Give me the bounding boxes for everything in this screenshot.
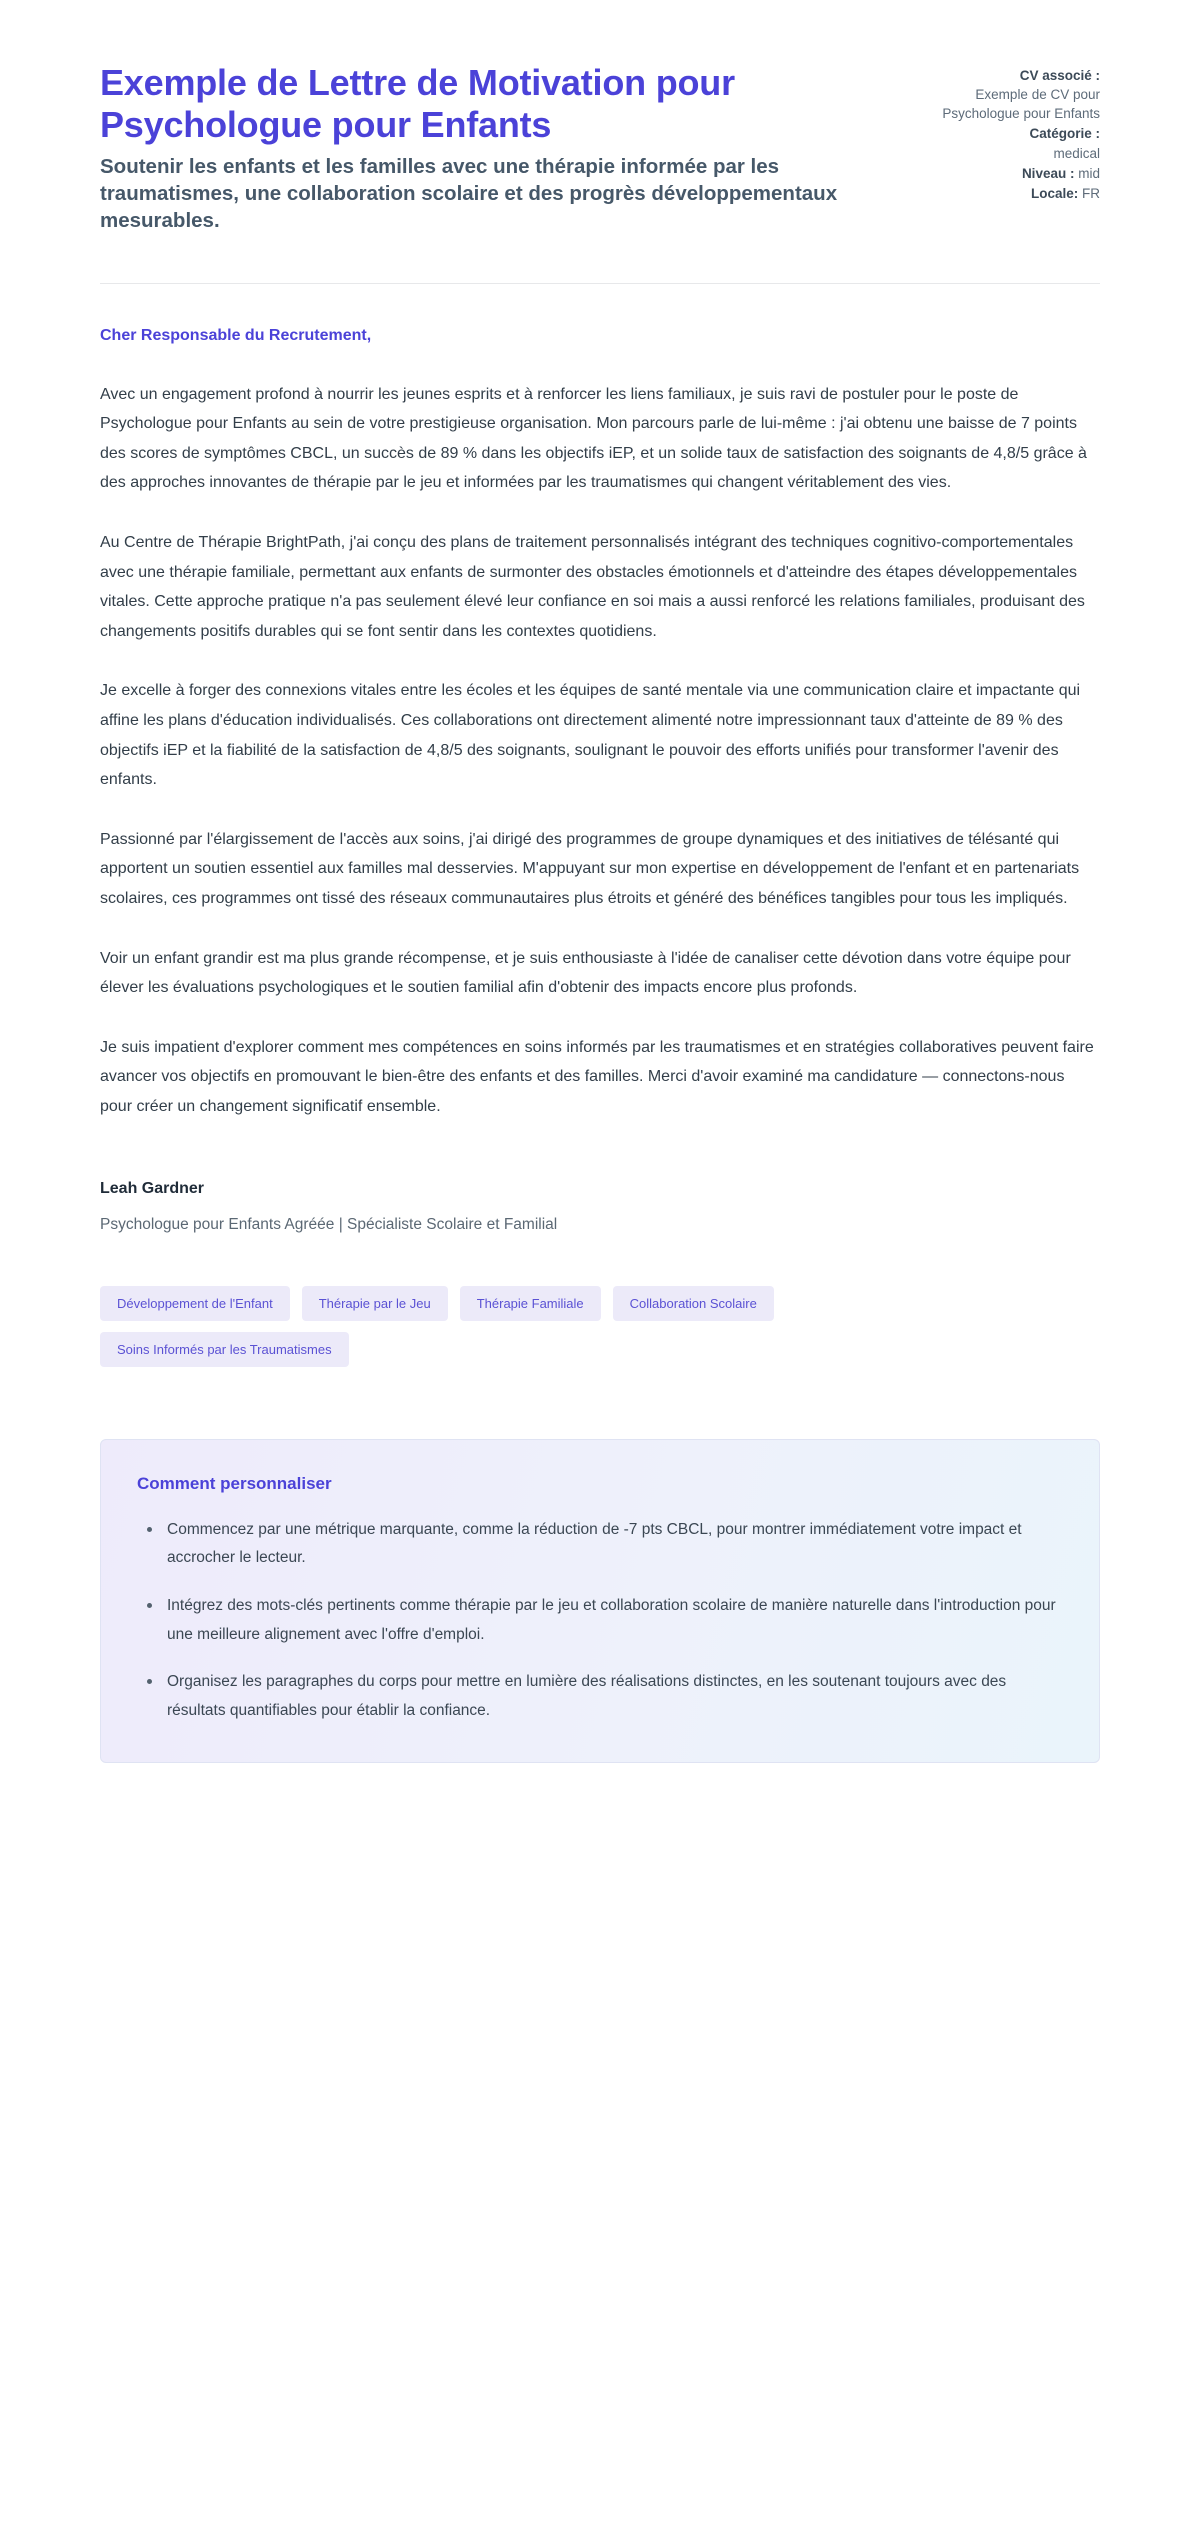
- letter-paragraph: Avec un engagement profond à nourrir les jeunes esprits et à renforcer les liens familiaux, je suis ravi de postuler pour le poste de Psychologue pour Enfants au sein de votre prestigieuse organisation. Mon parcours parle de lui-même : j'ai obtenu une baisse de 7 points des scores de symptômes CBCL, un succès de 89 % dans les objectifs iEP, et un solide taux de satisfaction des soignants de 4,8/5 grâce à des approches innovantes de thérapie par le jeu et informées par les traumatismes qui changent véritablement des vies.: [100, 385, 1087, 492]
- meta-category: [930, 124, 1100, 162]
- signature-role: Psychologue pour Enfants Agréée | Spécialiste Scolaire et Familial: [100, 1215, 558, 1233]
- meta-locale: [930, 184, 1100, 203]
- meta-level: [930, 164, 1100, 183]
- skill-tag[interactable]: Collaboration Scolaire: [613, 1286, 774, 1321]
- meta-level-label: Niveau :: [1021, 165, 1075, 181]
- letter-salutation: Cher Responsable du Recrutement,: [100, 326, 372, 344]
- meta-related-cv: [930, 66, 1100, 123]
- skill-tag[interactable]: Thérapie Familiale: [460, 1286, 601, 1321]
- letter-paragraph: Je suis impatient d'explorer comment mes compétences en soins informés par les traumatismes et en stratégies collaboratives peuvent faire avancer vos objectifs en promouvant le bien-être des enfants et des familles. Merci d'avoir examiné ma candidature — connectons-nous pour créer un changement significatif ensemble.: [100, 1038, 1094, 1115]
- signature-block: [100, 1180, 1100, 1234]
- letter-body: [100, 284, 1100, 1234]
- meta-level-value: mid: [1078, 165, 1100, 181]
- meta-category-label: Catégorie :: [1029, 126, 1100, 142]
- signature-name: Leah Gardner: [100, 1179, 205, 1197]
- letter-paragraph: Je excelle à forger des connexions vitales entre les écoles et les équipes de santé mentale via une communication claire et impactante qui affine les plans d'éducation individualisés. Ces collaborations ont directement alimenté notre impressionnant taux d'atteinte de 89 % des objectifs iEP et la fiabilité de la satisfaction de 4,8/5 des soignants, soulignant le pouvoir des efforts unifiés pour transformer l'avenir des enfants.: [100, 682, 1081, 789]
- document-metadata: [930, 62, 1100, 204]
- callout-tip-item: Intégrez des mots-clés pertinents comme thérapie par le jeu et collaboration scolaire de manière naturelle dans l'introduction pour une meilleure alignement avec l'offre d'emploi.: [163, 1592, 1063, 1649]
- meta-related-cv-value: Exemple de CV pour Psychologue pour Enfants: [942, 87, 1100, 122]
- callout-tip-list: [137, 1516, 1063, 1726]
- skill-tag-list: [100, 1286, 1030, 1367]
- meta-category-value: medical: [1053, 145, 1100, 161]
- callout-title: Comment personnaliser: [137, 1473, 332, 1493]
- meta-related-cv-label: CV associé :: [1019, 68, 1100, 83]
- meta-locale-value: FR: [1082, 185, 1100, 201]
- callout-tip-item: Commencez par une métrique marquante, comme la réduction de -7 pts CBCL, pour montrer immédiatement votre impact et accrocher le lecteur.: [163, 1516, 1063, 1573]
- meta-locale-label: Locale:: [1030, 185, 1079, 201]
- letter-paragraph: Au Centre de Thérapie BrightPath, j'ai conçu des plans de traitement personnalisés intégrant des techniques cognitivo-comportementales avec une thérapie familiale, permettant aux enfants de surmonter des obstacles émotionnels et d'atteindre des étapes développementales vitales. Cette approche pratique n'a pas seulement élevé leur confiance en soi mais a aussi renforcé les relations familiales, produisant des changements positifs durables qui se font sentir dans les contextes quotidiens.: [100, 534, 1085, 640]
- letter-paragraph: Voir un enfant grandir est ma plus grande récompense, et je suis enthousiaste à l'idée de canaliser cette dévotion dans votre équipe pour élever les évaluations psychologiques et le soutien familial afin d'obtenir des impacts encore plus profonds.: [100, 949, 1071, 997]
- page-subtitle: Soutenir les enfants et les familles avec une thérapie informée par les traumatismes, une collaboration scolaire et des progrès développementaux mesurables.: [100, 154, 838, 233]
- header-text-block: [100, 62, 890, 235]
- skill-tag[interactable]: Développement de l'Enfant: [100, 1286, 290, 1321]
- letter-paragraph: Passionné par l'élargissement de l'accès aux soins, j'ai dirigé des programmes de groupe dynamiques et des initiatives de télésanté qui apportent un soutien essentiel aux familles mal desservies. M'appuyant sur mon expertise en développement de l'enfant et en partenariats scolaires, ces programmes ont tissé des réseaux communautaires plus étroits et généré des bénéfices tangibles pour tous les impliqués.: [100, 830, 1080, 907]
- page-header: [100, 40, 1100, 235]
- skill-tag[interactable]: Thérapie par le Jeu: [302, 1286, 448, 1321]
- callout-tip-item: Organisez les paragraphes du corps pour mettre en lumière des réalisations distinctes, en les soutenant toujours avec des résultats quantifiables pour établir la confiance.: [163, 1668, 1063, 1725]
- customize-callout: [100, 1439, 1100, 1763]
- page-title: Exemple de Lettre de Motivation pour Psychologue pour Enfants: [100, 62, 735, 146]
- skill-tag[interactable]: Soins Informés par les Traumatismes: [100, 1332, 349, 1367]
